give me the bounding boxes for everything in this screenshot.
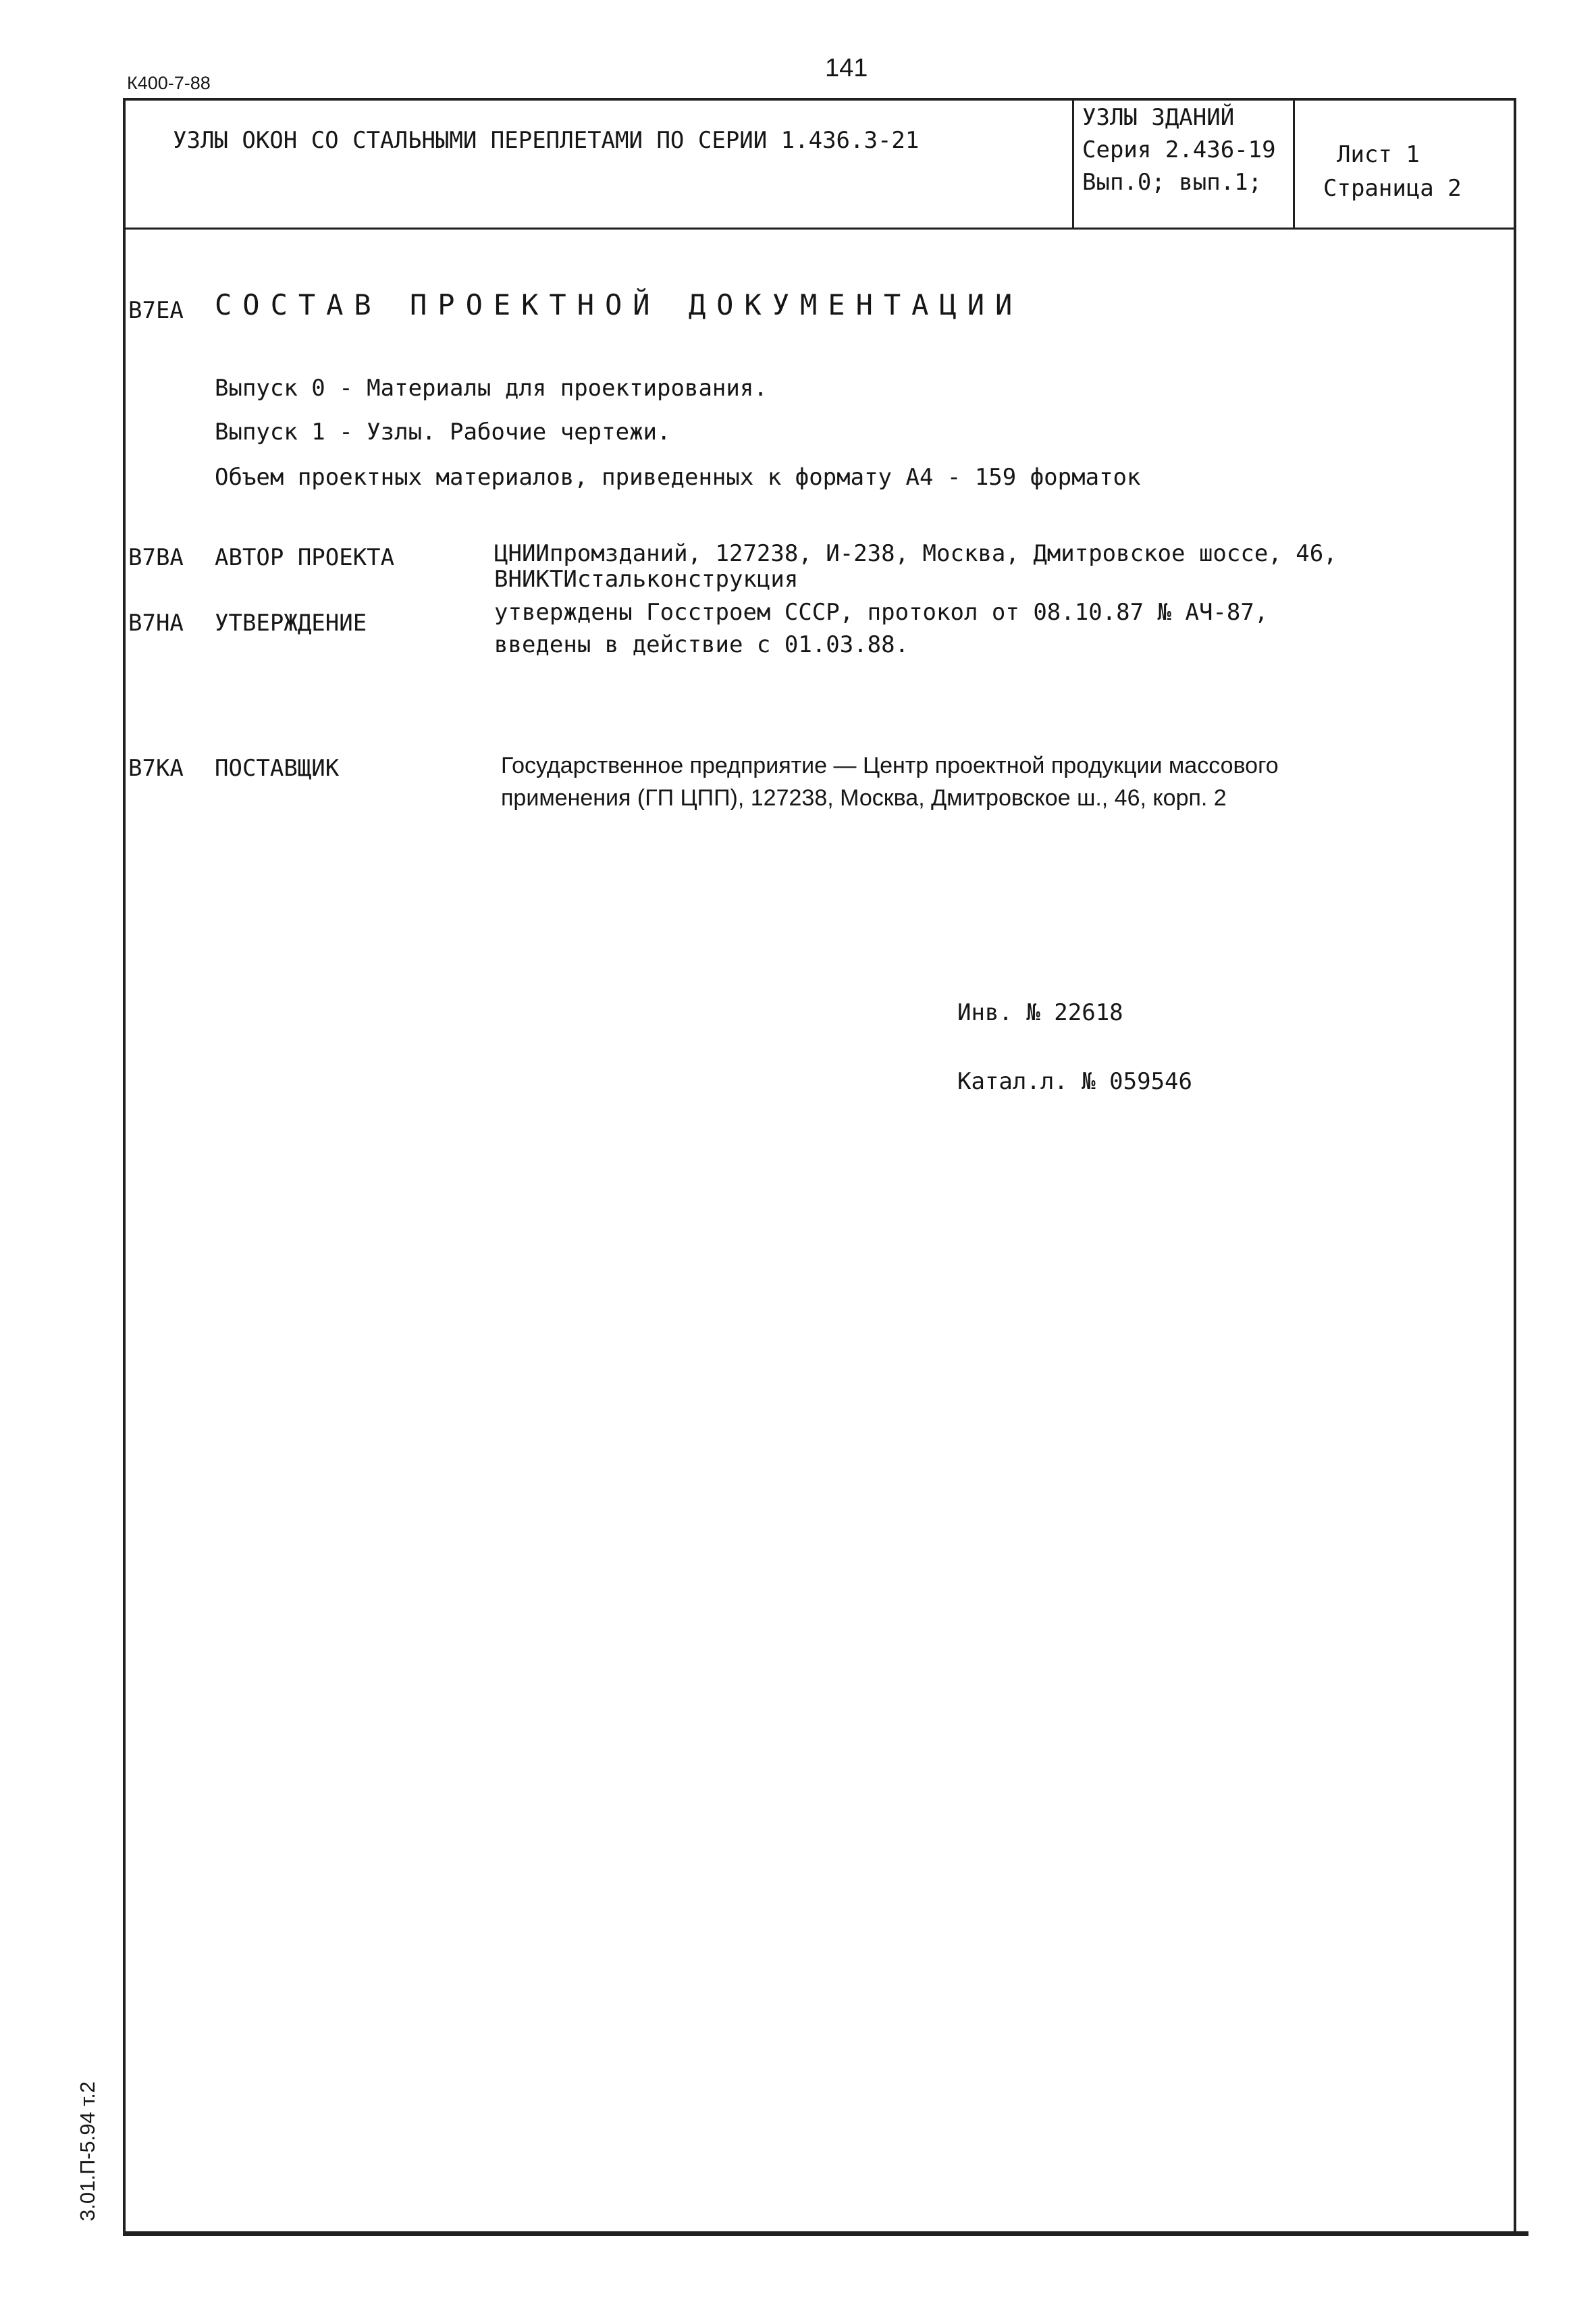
page-number: 141 (825, 54, 868, 82)
header-sheet-block (1323, 138, 1462, 205)
header-column-divider-2 (1293, 98, 1295, 229)
section-code: В7ЕА (128, 297, 184, 324)
header-column-divider-1 (1072, 98, 1074, 229)
author-line-2: ВНИКТИстальконструкция (494, 566, 799, 593)
header-series-block (1082, 101, 1276, 198)
section-title: СОСТАВ ПРОЕКТНОЙ ДОКУМЕНТАЦИИ (215, 288, 1023, 321)
catalog-number: Катал.л. № 059546 (957, 1068, 1192, 1095)
header-page-label: Страница 2 (1323, 175, 1462, 202)
frame-bottom-rule (123, 2231, 1528, 2236)
header-title: УЗЛЫ ОКОН СО СТАЛЬНЫМИ ПЕРЕПЛЕТАМИ ПО СЕРИИ 1.436.3-21 (173, 127, 920, 154)
approval-line-1: утверждены Госстроем СССР, протокол от 08.10.87 № АЧ-87, (494, 599, 1269, 626)
header-series-line-3: Вып.0; вып.1; (1082, 169, 1262, 196)
margin-stamp (76, 2046, 104, 2221)
supplier-line-2: применения (ГП ЦПП), 127238, Москва, Дмитровское ш., 46, корп. 2 (501, 785, 1227, 811)
approval-code: В7НА (128, 610, 184, 637)
header-sheet: Лист 1 (1337, 141, 1420, 168)
section-line-3: Объем проектных материалов, приведенных к формату А4 - 159 форматок (215, 464, 1141, 491)
document-code: К400-7-88 (127, 73, 211, 93)
approval-line-2: введены в действие с 01.03.88. (494, 631, 909, 658)
author-label: АВТОР ПРОЕКТА (215, 544, 395, 571)
section-line-2: Выпуск 1 - Узлы. Рабочие чертежи. (215, 419, 671, 446)
supplier-code: В7КА (128, 755, 184, 782)
inventory-number: Инв. № 22618 (957, 999, 1123, 1026)
author-line-1: ЦНИИпромзданий, 127238, И-238, Москва, Дмитровское шоссе, 46, (494, 540, 1337, 567)
approval-label: УТВЕРЖДЕНИЕ (215, 610, 367, 637)
header-series-line-1: УЗЛЫ ЗДАНИЙ (1082, 104, 1235, 131)
author-code: В7ВА (128, 544, 184, 571)
margin-stamp-text: 3.01.П-5.94 т.2 (76, 2081, 99, 2221)
supplier-label: ПОСТАВЩИК (215, 755, 340, 782)
supplier-line-1: Государственное предприятие — Центр проектной продукции массового (501, 753, 1279, 778)
section-line-1: Выпуск 0 - Материалы для проектирования. (215, 375, 768, 402)
header-series-line-2: Серия 2.436-19 (1082, 136, 1276, 163)
header-divider (123, 228, 1516, 230)
